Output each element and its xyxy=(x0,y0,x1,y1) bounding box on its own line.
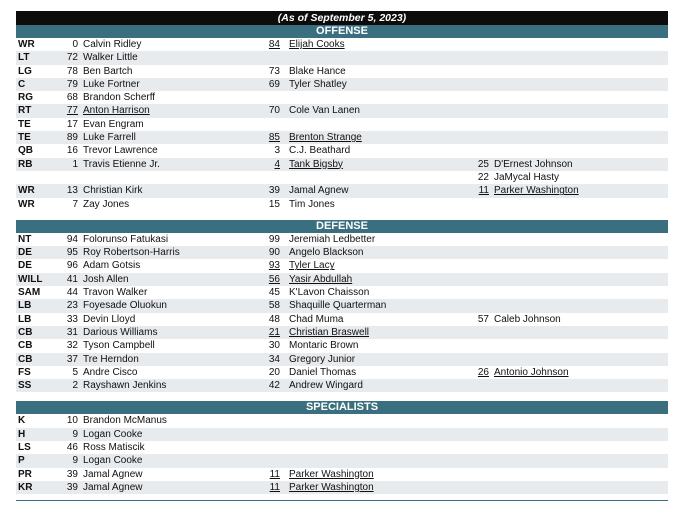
second-number: 20 xyxy=(268,366,280,378)
starter-number: 0 xyxy=(72,39,78,50)
position-label: RT xyxy=(18,105,32,117)
second-number: 34 xyxy=(268,353,280,365)
second-number: 93 xyxy=(268,260,280,272)
starter-number: 9 xyxy=(72,428,78,440)
position-label: LT xyxy=(18,52,30,64)
second-name: Parker Washington xyxy=(289,481,374,493)
roster-row xyxy=(16,299,668,312)
starter-number: 7 xyxy=(72,198,78,210)
starter-name: Evan Engram xyxy=(83,118,144,130)
roster-row xyxy=(16,313,668,326)
second-number: 56 xyxy=(268,273,280,285)
starter-name: Luke Farrell xyxy=(83,132,136,144)
roster-row xyxy=(16,273,668,286)
third-name: Parker Washington xyxy=(494,185,579,197)
second-name: C.J. Beathard xyxy=(289,145,351,157)
position-label: SS xyxy=(18,380,32,392)
second-number: 58 xyxy=(268,300,280,312)
roster-row xyxy=(16,379,668,392)
roster-row xyxy=(16,184,668,197)
starter-number: 77 xyxy=(66,105,78,117)
starter-name: Adam Gotsis xyxy=(83,260,141,272)
roster-row xyxy=(16,171,668,184)
position-label: LG xyxy=(18,65,32,77)
starter-name: Travon Walker xyxy=(83,287,148,299)
second-name: Andrew Wingard xyxy=(289,380,363,392)
second-number: 69 xyxy=(268,78,280,90)
starter-name: Tre Herndon xyxy=(83,353,139,365)
starter-number: 13 xyxy=(66,185,78,197)
starter-number: 1 xyxy=(72,158,78,170)
second-number: 30 xyxy=(268,340,280,352)
roster-row xyxy=(16,366,668,379)
starter-name: Ben Bartch xyxy=(83,65,133,77)
starter-number: 32 xyxy=(66,340,78,352)
roster-row xyxy=(16,131,668,144)
position-label: RB xyxy=(18,158,33,170)
roster-row xyxy=(16,246,668,259)
roster-row xyxy=(16,144,668,157)
bottom-rule xyxy=(16,500,668,501)
third-number: 26 xyxy=(477,366,489,378)
third-number: 11 xyxy=(478,185,489,197)
second-number: 45 xyxy=(268,287,280,299)
position-label: RG xyxy=(18,92,33,104)
second-name: Parker Washington xyxy=(289,468,374,480)
second-name: Daniel Thomas xyxy=(289,366,357,378)
roster-row xyxy=(16,414,668,427)
second-name: Tyler Lacy xyxy=(289,260,335,272)
starter-name: Ross Matiscik xyxy=(83,442,145,454)
second-name: Chad Muma xyxy=(289,313,344,325)
starter-number: 44 xyxy=(66,287,78,299)
starter-number: 41 xyxy=(66,273,78,285)
starter-name: Rayshawn Jenkins xyxy=(83,380,167,392)
second-number: 84 xyxy=(268,39,280,50)
starter-name: Darious Williams xyxy=(83,326,158,338)
position-label: LB xyxy=(18,300,32,312)
roster-row xyxy=(16,481,668,494)
starter-number: 5 xyxy=(72,366,78,378)
starter-name: Travis Etienne Jr. xyxy=(83,158,160,170)
roster-row xyxy=(16,65,668,78)
roster-row xyxy=(16,259,668,272)
starter-name: Trevor Lawrence xyxy=(83,145,158,157)
roster-row xyxy=(16,353,668,366)
roster-row xyxy=(16,158,668,171)
starter-number: 37 xyxy=(66,353,78,365)
second-number: 42 xyxy=(268,380,280,392)
position-label: LS xyxy=(18,442,31,454)
starter-number: 78 xyxy=(66,65,78,77)
starter-number: 95 xyxy=(66,247,78,259)
starter-name: Folorunso Fatukasi xyxy=(83,233,169,245)
third-number: 57 xyxy=(477,313,489,325)
position-label: DE xyxy=(18,260,32,272)
starter-name: Brandon Scherff xyxy=(83,92,156,104)
roster-row xyxy=(16,286,668,299)
second-name: Gregory Junior xyxy=(289,353,356,365)
starter-name: Christian Kirk xyxy=(83,185,143,197)
position-label: SAM xyxy=(18,287,41,299)
starter-number: 79 xyxy=(66,78,78,90)
starter-number: 39 xyxy=(66,468,78,480)
starter-name: Foyesade Oluokun xyxy=(83,300,167,312)
position-label: KR xyxy=(18,481,33,493)
second-name: Montaric Brown xyxy=(289,340,359,352)
starter-number: 10 xyxy=(66,415,78,427)
depth-chart xyxy=(16,0,668,501)
starter-number: 39 xyxy=(66,481,78,493)
starter-name: Luke Fortner xyxy=(83,78,140,90)
second-number: 99 xyxy=(268,233,280,245)
second-name: Jeremiah Ledbetter xyxy=(289,233,376,245)
starter-name: Logan Cooke xyxy=(83,428,143,440)
roster-row xyxy=(16,326,668,339)
starter-name: Anton Harrison xyxy=(83,105,150,117)
position-label: CB xyxy=(18,353,33,365)
second-number: 21 xyxy=(268,326,280,338)
position-label: DE xyxy=(18,247,32,259)
position-label: FS xyxy=(18,366,31,378)
second-number: 85 xyxy=(268,132,280,144)
second-name: Brenton Strange xyxy=(289,132,362,144)
position-label: PR xyxy=(18,468,32,480)
second-name: K'Lavon Chaisson xyxy=(289,287,370,299)
starter-number: 72 xyxy=(66,52,78,64)
starter-number: 31 xyxy=(66,326,78,338)
second-name: Tank Bigsby xyxy=(289,158,343,170)
starter-number: 9 xyxy=(72,455,78,467)
as-of-banner: (As of September 5, 2023) xyxy=(16,11,668,25)
starter-number: 89 xyxy=(66,132,78,144)
section-title-specialists: SPECIALISTS xyxy=(16,401,668,414)
position-label: LB xyxy=(18,313,32,325)
position-label: NT xyxy=(18,233,32,245)
position-label: TE xyxy=(18,118,31,130)
section-title-offense: OFFENSE xyxy=(16,25,668,38)
starter-number: 16 xyxy=(66,145,78,157)
roster-row xyxy=(16,78,668,91)
second-number: 48 xyxy=(268,313,280,325)
starter-name: Zay Jones xyxy=(83,198,130,210)
second-name: Tim Jones xyxy=(289,198,335,210)
position-label: CB xyxy=(18,326,33,338)
third-name: Antonio Johnson xyxy=(494,366,569,378)
position-label: WR xyxy=(18,185,35,197)
starter-number: 33 xyxy=(66,313,78,325)
third-name: JaMycal Hasty xyxy=(494,171,560,183)
second-name: Cole Van Lanen xyxy=(289,105,360,117)
second-name: Angelo Blackson xyxy=(289,247,364,259)
roster-row xyxy=(16,233,668,246)
starter-name: Jamal Agnew xyxy=(83,468,143,480)
position-label: TE xyxy=(18,132,31,144)
starter-number: 94 xyxy=(66,233,78,245)
position-label: CB xyxy=(18,340,33,352)
starter-name: Devin Lloyd xyxy=(83,313,136,325)
roster-row xyxy=(16,428,668,441)
starter-number: 46 xyxy=(66,442,78,454)
second-name: Shaquille Quarterman xyxy=(289,300,387,312)
roster-row xyxy=(16,91,668,104)
roster-row xyxy=(16,51,668,64)
third-name: Caleb Johnson xyxy=(494,313,561,325)
roster-row xyxy=(16,198,668,211)
starter-name: Josh Allen xyxy=(83,273,129,285)
second-number: 11 xyxy=(269,468,280,480)
starter-name: Logan Cooke xyxy=(83,455,143,467)
starter-name: Jamal Agnew xyxy=(83,481,143,493)
sections-container xyxy=(16,25,668,494)
third-number: 25 xyxy=(477,158,489,170)
roster-row xyxy=(16,104,668,117)
starter-name: Walker Little xyxy=(83,52,138,64)
section-gap xyxy=(16,392,668,401)
second-name: Christian Braswell xyxy=(289,326,370,338)
roster-row xyxy=(16,38,668,51)
position-label: P xyxy=(18,455,25,467)
second-name: Yasir Abdullah xyxy=(289,273,353,285)
second-number: 39 xyxy=(268,185,280,197)
position-label: H xyxy=(18,428,26,440)
roster-row xyxy=(16,468,668,481)
second-number: 15 xyxy=(268,198,280,210)
second-number: 90 xyxy=(268,247,280,259)
position-label: WR xyxy=(18,39,35,50)
second-name: Tyler Shatley xyxy=(289,78,347,90)
starter-number: 68 xyxy=(66,92,78,104)
starter-name: Calvin Ridley xyxy=(83,39,142,50)
second-number: 73 xyxy=(268,65,280,77)
starter-number: 96 xyxy=(66,260,78,272)
position-label: K xyxy=(18,415,26,427)
position-label: WR xyxy=(18,198,35,210)
position-label: WILL xyxy=(18,273,43,285)
section-gap xyxy=(16,211,668,220)
roster-row xyxy=(16,454,668,467)
second-number: 70 xyxy=(268,105,280,117)
third-name: D'Ernest Johnson xyxy=(494,158,573,170)
starter-name: Tyson Campbell xyxy=(83,340,155,352)
section-title-defense: DEFENSE xyxy=(16,220,668,233)
second-name: Jamal Agnew xyxy=(289,185,349,197)
roster-row xyxy=(16,118,668,131)
starter-number: 2 xyxy=(72,380,78,392)
second-number: 11 xyxy=(269,481,280,493)
starter-number: 17 xyxy=(66,118,78,130)
starter-name: Andre Cisco xyxy=(83,366,138,378)
second-name: Elijah Cooks xyxy=(289,39,345,50)
third-number: 22 xyxy=(477,171,489,183)
starter-name: Brandon McManus xyxy=(83,415,167,427)
roster-row xyxy=(16,441,668,454)
starter-number: 23 xyxy=(66,300,78,312)
position-label: C xyxy=(18,78,26,90)
position-label: QB xyxy=(18,145,33,157)
starter-name: Roy Robertson-Harris xyxy=(83,247,180,259)
second-number: 4 xyxy=(274,158,280,170)
second-name: Blake Hance xyxy=(289,65,346,77)
second-number: 3 xyxy=(274,145,280,157)
roster-row xyxy=(16,339,668,352)
